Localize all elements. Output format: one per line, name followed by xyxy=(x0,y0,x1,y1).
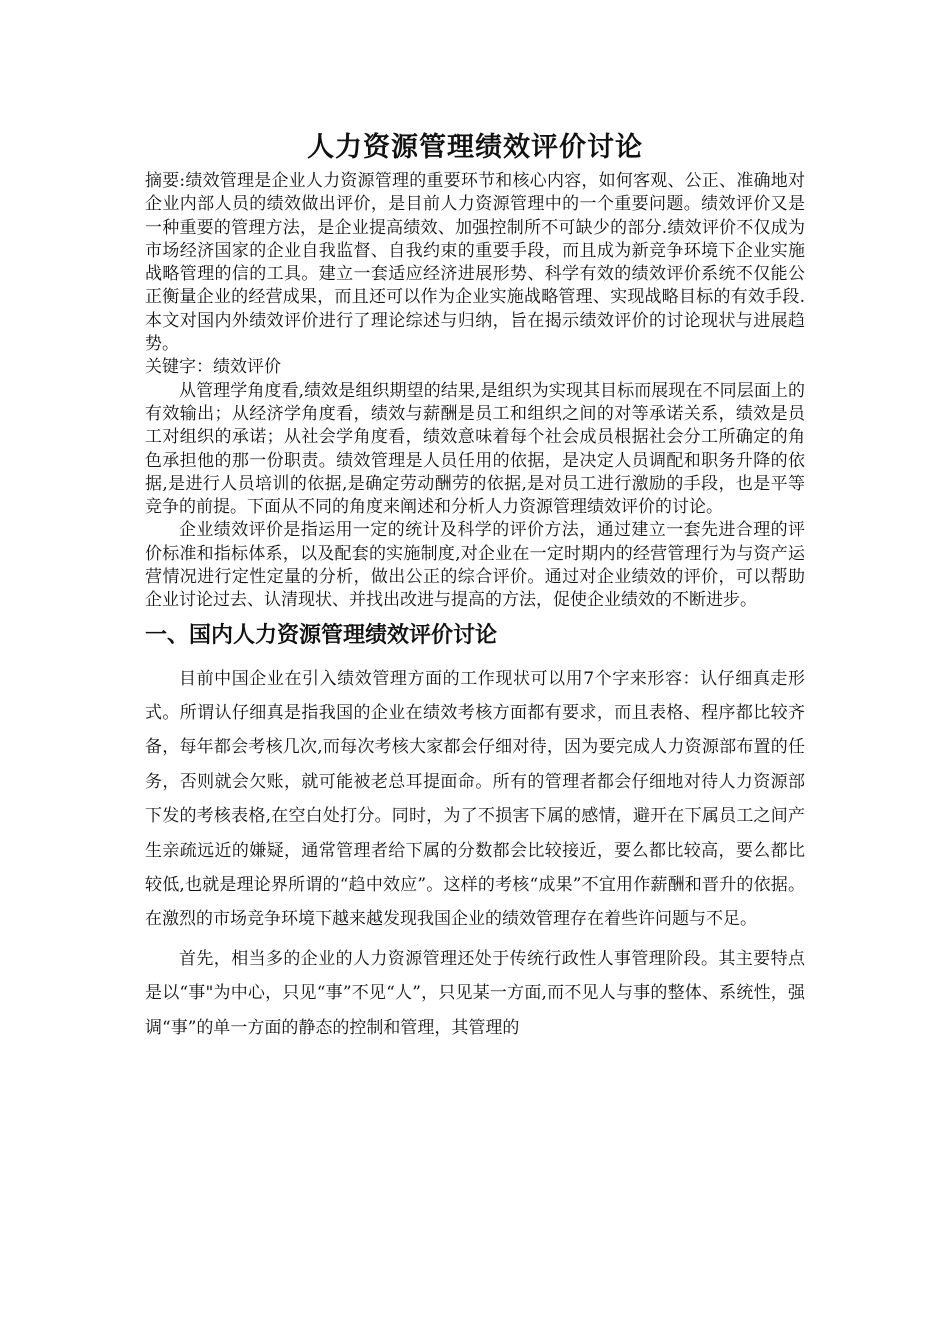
section-heading: 一、国内人力资源管理绩效评价讨论 xyxy=(145,622,498,648)
document-page xyxy=(145,128,805,1045)
document-title: 人力资源管理绩效评价讨论 xyxy=(307,132,643,163)
keywords-line: 关键字：绩效评价 xyxy=(145,357,281,378)
intro-paragraph-2: 企业绩效评价是指运用一定的统计及科学的评价方法，通过建立一套先进合理的评价标准和指标体系，以及配套的实施制度,对企业在一定时期内的经营管理行为与资产运营情况进行定性定量的分析，做出公正的综合评价。通过对企业绩效的评价，可以帮助企业讨论过去、认清现状、并找出改进与提高的方法，促使企业绩效的不断进步。 xyxy=(145,520,805,611)
abstract-paragraph: 摘要:绩效管理是企业人力资源管理的重要环节和核心内容，如何客观、公正、准确地对企业内部人员的绩效做出评价，是目前人力资源管理中的一个重要问题。绩效评价又是一种重要的管理方法，是企业提高绩效、加强控制所不可缺少的部分.绩效评价不仅成为市场经济国家的企业自我监督、自我约束的重要手段，而且成为新竞争环境下企业实施战略管理的信的工具。建立一套适应经济进展形势、科学有效的绩效评价系统不仅能公正衡量企业的经营成果，而且还可以作为企业实施战略管理、实现战略目标的有效手段.本文对国内外绩效评价进行了理论综述与归纳，旨在揭示绩效评价的讨论现状与进展趋势。 xyxy=(145,171,805,355)
intro-paragraph-1: 从管理学角度看,绩效是组织期望的结果,是组织为实现其目标而展现在不同层面上的有效输出；从经济学角度看，绩效与薪酬是员工和组织之间的对等承诺关系，绩效是员工对组织的承诺；从社会学角度看，绩效意味着每个社会成员根据社会分工所确定的角色承担他的那一份职责。绩效管理是人员任用的依据，是决定人员调配和职务升降的依据,是进行人员培训的依据,是确定劳动酬劳的依据,是对员工进行激励的手段，也是平等竞争的前提。下面从不同的角度来阐述和分析人力资源管理绩效评价的讨论。 xyxy=(145,380,805,518)
section-paragraph-2: 首先，相当多的企业的人力资源管理还处于传统行政性人事管理阶段。其主要特点是以“事"为中心，只见“事”不见“人”，只见某一方面,而不见人与事的整体、系统性，强调“事”的单一方面的静态的控制和管理，其管理的 xyxy=(145,948,805,1038)
section-paragraph-1: 目前中国企业在引入绩效管理方面的工作现状可以用7个字来形容：认仔细真走形式。所谓认仔细真是指我国的企业在绩效考核方面都有要求，而且表格、程序都比较齐备，每年都会考核几次,而每次考核大家都会仔细对待，因为要完成人力资源部布置的任务，否则就会欠账，就可能被老总耳提面命。所有的管理者都会仔细地对待人力资源部下发的考核表格,在空白处打分。同时，为了不损害下属的感情，避开在下属员工之间产生亲疏远近的嫌疑，通常管理者给下属的分数都会比较接近，要么都比较高，要么都比较低,也就是理论界所谓的“趋中效应”。这样的考核“成果”不宜用作薪酬和晋升的依据。在激烈的市场竞争环境下越来越发现我国企业的绩效管理存在着些许问题与不足。 xyxy=(145,668,805,930)
